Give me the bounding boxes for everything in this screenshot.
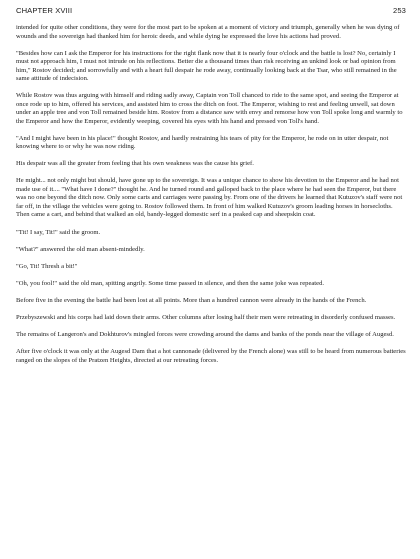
paragraph: "Oh, you fool!" said the old man, spitting angrily. Some time passed in silence, and then the same joke was repeated. xyxy=(16,279,325,287)
paragraph: Przebyszewski and his corps had laid down their arms. Other columns after losing half their men were retreating in disorderly confused masses. xyxy=(16,314,396,322)
paragraph: "Besides how can I ask the Emperor for his instructions for the right flank now that it is nearly four o'clock and the battle is lost? No, certainly I must not approach him, I must not intrude on his reflections. Better die a thousand times than risk receiving an unkind look or bad opinion from him," Rostov decided; and sorrowfully and with a heart full despair he rode away, continually looking back at the Tsar, who still remained in the same attitude of indecision. xyxy=(16,49,397,83)
paragraph: After five o'clock it was only at the Augesd Dam that a hot cannonade (delivered by the French alone) was still to be heard from numerous batteries ranged on the slopes of the Pratzen Heights, directed at our retreating forces. xyxy=(16,348,406,364)
paragraph: Before five in the evening the battle had been lost at all points. More than a hundred cannon were already in the hands of the French. xyxy=(16,296,367,304)
paragraph: His despair was all the greater from feeling that his own weakness was the cause his grief. xyxy=(16,160,254,168)
paragraph: The remains of Langeron's and Dokhturov's mingled forces were crowding around the dams and banks of the ponds near the village of Augesd. xyxy=(16,331,394,339)
page-number: 253 xyxy=(393,6,406,15)
paragraph: "What?" answered the old man absent-mindedly. xyxy=(16,245,145,253)
paragraph: "Tit! I say, Tit!" said the groom. xyxy=(16,228,101,236)
chapter-title: CHAPTER XVIII xyxy=(16,6,73,15)
body-text xyxy=(16,24,406,365)
paragraph: He might... not only might but should, have gone up to the sovereign. It was a unique chance to show his devotion to the Emperor and he had not made use of it.... "What have I done?" thought he. And he turned round and galloped back to the place where he had seen the Emperor, but there was no one beyond the ditch now. Only some carts and carriages were passing by. From one of the drivers he learned that Kutuzov's staff were not far off, in the village the vehicles were going to. Rostov followed them. In front of him walked Kutuzov's groom leading horses in horsecloths. Then came a cart, and behind that walked an old, bandy-legged domestic serf in a peaked cap and sheepskin coat. xyxy=(16,177,403,219)
running-header xyxy=(16,6,406,17)
paragraph: "And I might have been in his place!" thought Rostov, and hardly restraining his tears of pity for the Emperor, he rode on in utter despair, not knowing where to or why he was now riding. xyxy=(16,134,389,151)
paragraph: "Go, Tit! Thresh a bit!" xyxy=(16,262,78,270)
paragraph: While Rostov was thus arguing with himself and riding sadly away, Captain von Toll chanced to ride to the same spot, and seeing the Emperor at once rode up to him, offered his services, and assisted him to cross the ditch on foot. The Emperor, wishing to rest and feeling unwell, sat down under an apple tree and von Toll remained beside him. Rostov from a distance saw with envy and remorse how von Toll spoke long and warmly to the Emperor and how the Emperor, evidently weeping, covered his eyes with his hand and pressed von Toll's hand. xyxy=(16,92,403,125)
paragraph: intended for quite other conditions, they were for the most part to be spoken at a moment of victory and triumph, generally when he was dying of wounds and the sovereign had thanked him for heroic deeds, and while dying he expressed the love his actions had proved. xyxy=(16,24,400,40)
